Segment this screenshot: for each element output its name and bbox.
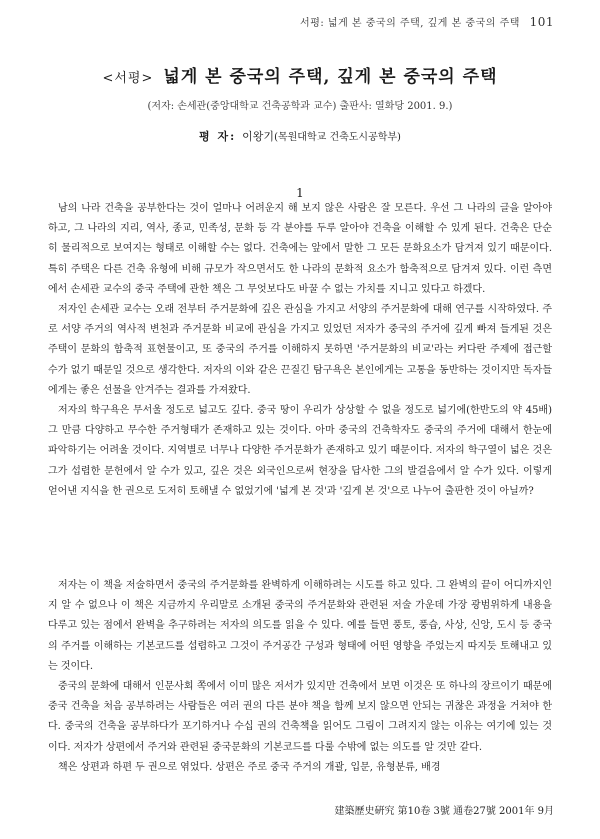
body-paragraph: 책은 상편과 하편 두 권으로 엮었다. 상편은 주로 중국 주거의 개괄, 입문, 유형분류, 배경 [58, 761, 441, 773]
bibliographic-info: (저자: 손세관(중앙대학교 건축공학과 교수) 출판사: 열화당 2001. 9.) [147, 101, 453, 112]
reviewer-affiliation: (목원대학교 건축도시공학부) [274, 132, 401, 143]
title-block [0, 62, 600, 144]
journal-footer: 建築歷史硏究 第10卷 3號 通卷27號 2001年 9月 [334, 806, 554, 817]
reviewer-label: 평 자: [199, 130, 237, 143]
running-title: 서평: 넓게 본 중국의 주택, 깊게 본 중국의 주택 [300, 18, 520, 29]
reviewer-line [0, 128, 600, 144]
reviewer-name: 이왕기 [242, 130, 275, 143]
body-paragraph: 저자는 이 책을 저술하면서 중국의 주거문화를 완벽하게 이해하려는 시도를 하고 있다. 그 완벽의 끝이 어디까지인지 알 수 없으나 이 책은 지금까지 우리말로 소개된 중국의 주거문화와 관련된 저술 가운데 가장 광범위하게 내용을 다루고 있는 점에서 완벽을 추구하려는 저자의 의도를 읽을 수 있다. 예를 들면 풍토, 풍습, 사상, 신앙, 도시 등 중국의 주거를 이해하는 기본코드를 섭렵하고 그것이 주거공간 구성과 형태에 어떤 영향을 주었는지 따지듯 토해내고 있는 것이다. [48, 580, 552, 672]
body-paragraph: 저자인 손세관 교수는 오래 전부터 주거문화에 깊은 관심을 가지고 서양의 주거문화에 대해 연구를 시작하였다. 주로 서양 주거의 역사적 변천과 주거문화 비교에 관심을 가지고 있었던 저자가 중국의 주거에 깊게 빠져 들게된 것은 주택이 문화의 함축적 표현물이고, 또 중국의 주거를 이해하지 못하면 '주거문화의 비교'라는 커다란 주제에 접근할 수가 없기 때문일 것으로 생각한다. 저자의 이와 같은 끈질긴 탐구욕은 본인에게는 고통을 동반하는 것이지만 독자들에게는 좋은 선물을 안겨주는 결과를 가져왔다. [48, 304, 552, 396]
title-text: 넓게 본 중국의 주택, 깊게 본 중국의 주택 [163, 67, 498, 87]
section-number: 1 [296, 186, 304, 200]
body-paragraph: 저자의 학구욕은 무서울 정도로 넓고도 깊다. 중국 땅이 우리가 상상할 수 없을 정도로 넓기에(한반도의 약 45배) 그 만큼 다양하고 무수한 주거형태가 존재하고 있는 것이다. 아마 중국의 건축학자도 중국의 주거에 대해서 한눈에 파악하기는 어려울 것이다. 지역별로 너무나 다양한 주거문화가 존재하고 있기 때문이다. 저자의 학구열이 넓은 것은 그가 섭렵한 문헌에서 알 수가 있고, 깊은 것은 외국인으로써 현장을 답사한 그의 발걸음에서 알 수가 있다. 이렇게 얻어낸 지식을 한 권으로 도저히 토해낼 수 없었기에 '넓게 본 것'과 '깊게 본 것'으로 나누어 출판한 것이 아닐까? [48, 405, 552, 497]
body-paragraph: 중국의 문화에 대해서 인문사회 쪽에서 이미 많은 저서가 있지만 건축에서 보면 이것은 또 하나의 장르이기 때문에 중국 건축을 처음 공부하려는 사람들은 여러 권의 다른 분야 책을 함께 보지 않으면 안되는 귀찮은 과정을 거쳐야 한다. 중국의 건축을 공부하다가 포기하거나 수십 권의 건축책을 읽어도 그림이 그려지지 않는 이유는 여기에 있는 것이다. 저자가 상편에서 주거와 관련된 중국문화의 기본코드를 다룰 수밖에 없는 의도를 알 것만 같다. [48, 681, 552, 753]
review-tag: <서평> [102, 71, 154, 86]
body-paragraph: 남의 나라 건축을 공부한다는 것이 얼마나 어려운지 해 보지 않은 사람은 잘 모른다. 우선 그 나라의 글을 알아야 하고, 그 나라의 지리, 역사, 종교, 민족성, 문화 등 각 분야를 두루 알아야 건축을 이해할 수 있게 된다. 건축은 단순히 물리적으로 보여지는 형태로 이해할 수는 없다. 건축에는 앞에서 말한 그 모든 문화요소가 담겨져 있기 때문이다. 특히 주택은 다른 건축 유형에 비해 규모가 작으면서도 한 나라의 문화적 요소가 함축적으로 담겨져 있다. 이런 측면에서 손세관 교수의 중국 주택에 관한 책은 그 무엇보다도 바꿀 수 없는 가치를 지니고 있다고 하겠다. [48, 203, 552, 295]
page-number: 101 [529, 15, 554, 29]
body-section-1 [48, 199, 552, 502]
article-title [0, 62, 600, 87]
body-section-2 [48, 576, 552, 778]
running-header [300, 14, 554, 29]
